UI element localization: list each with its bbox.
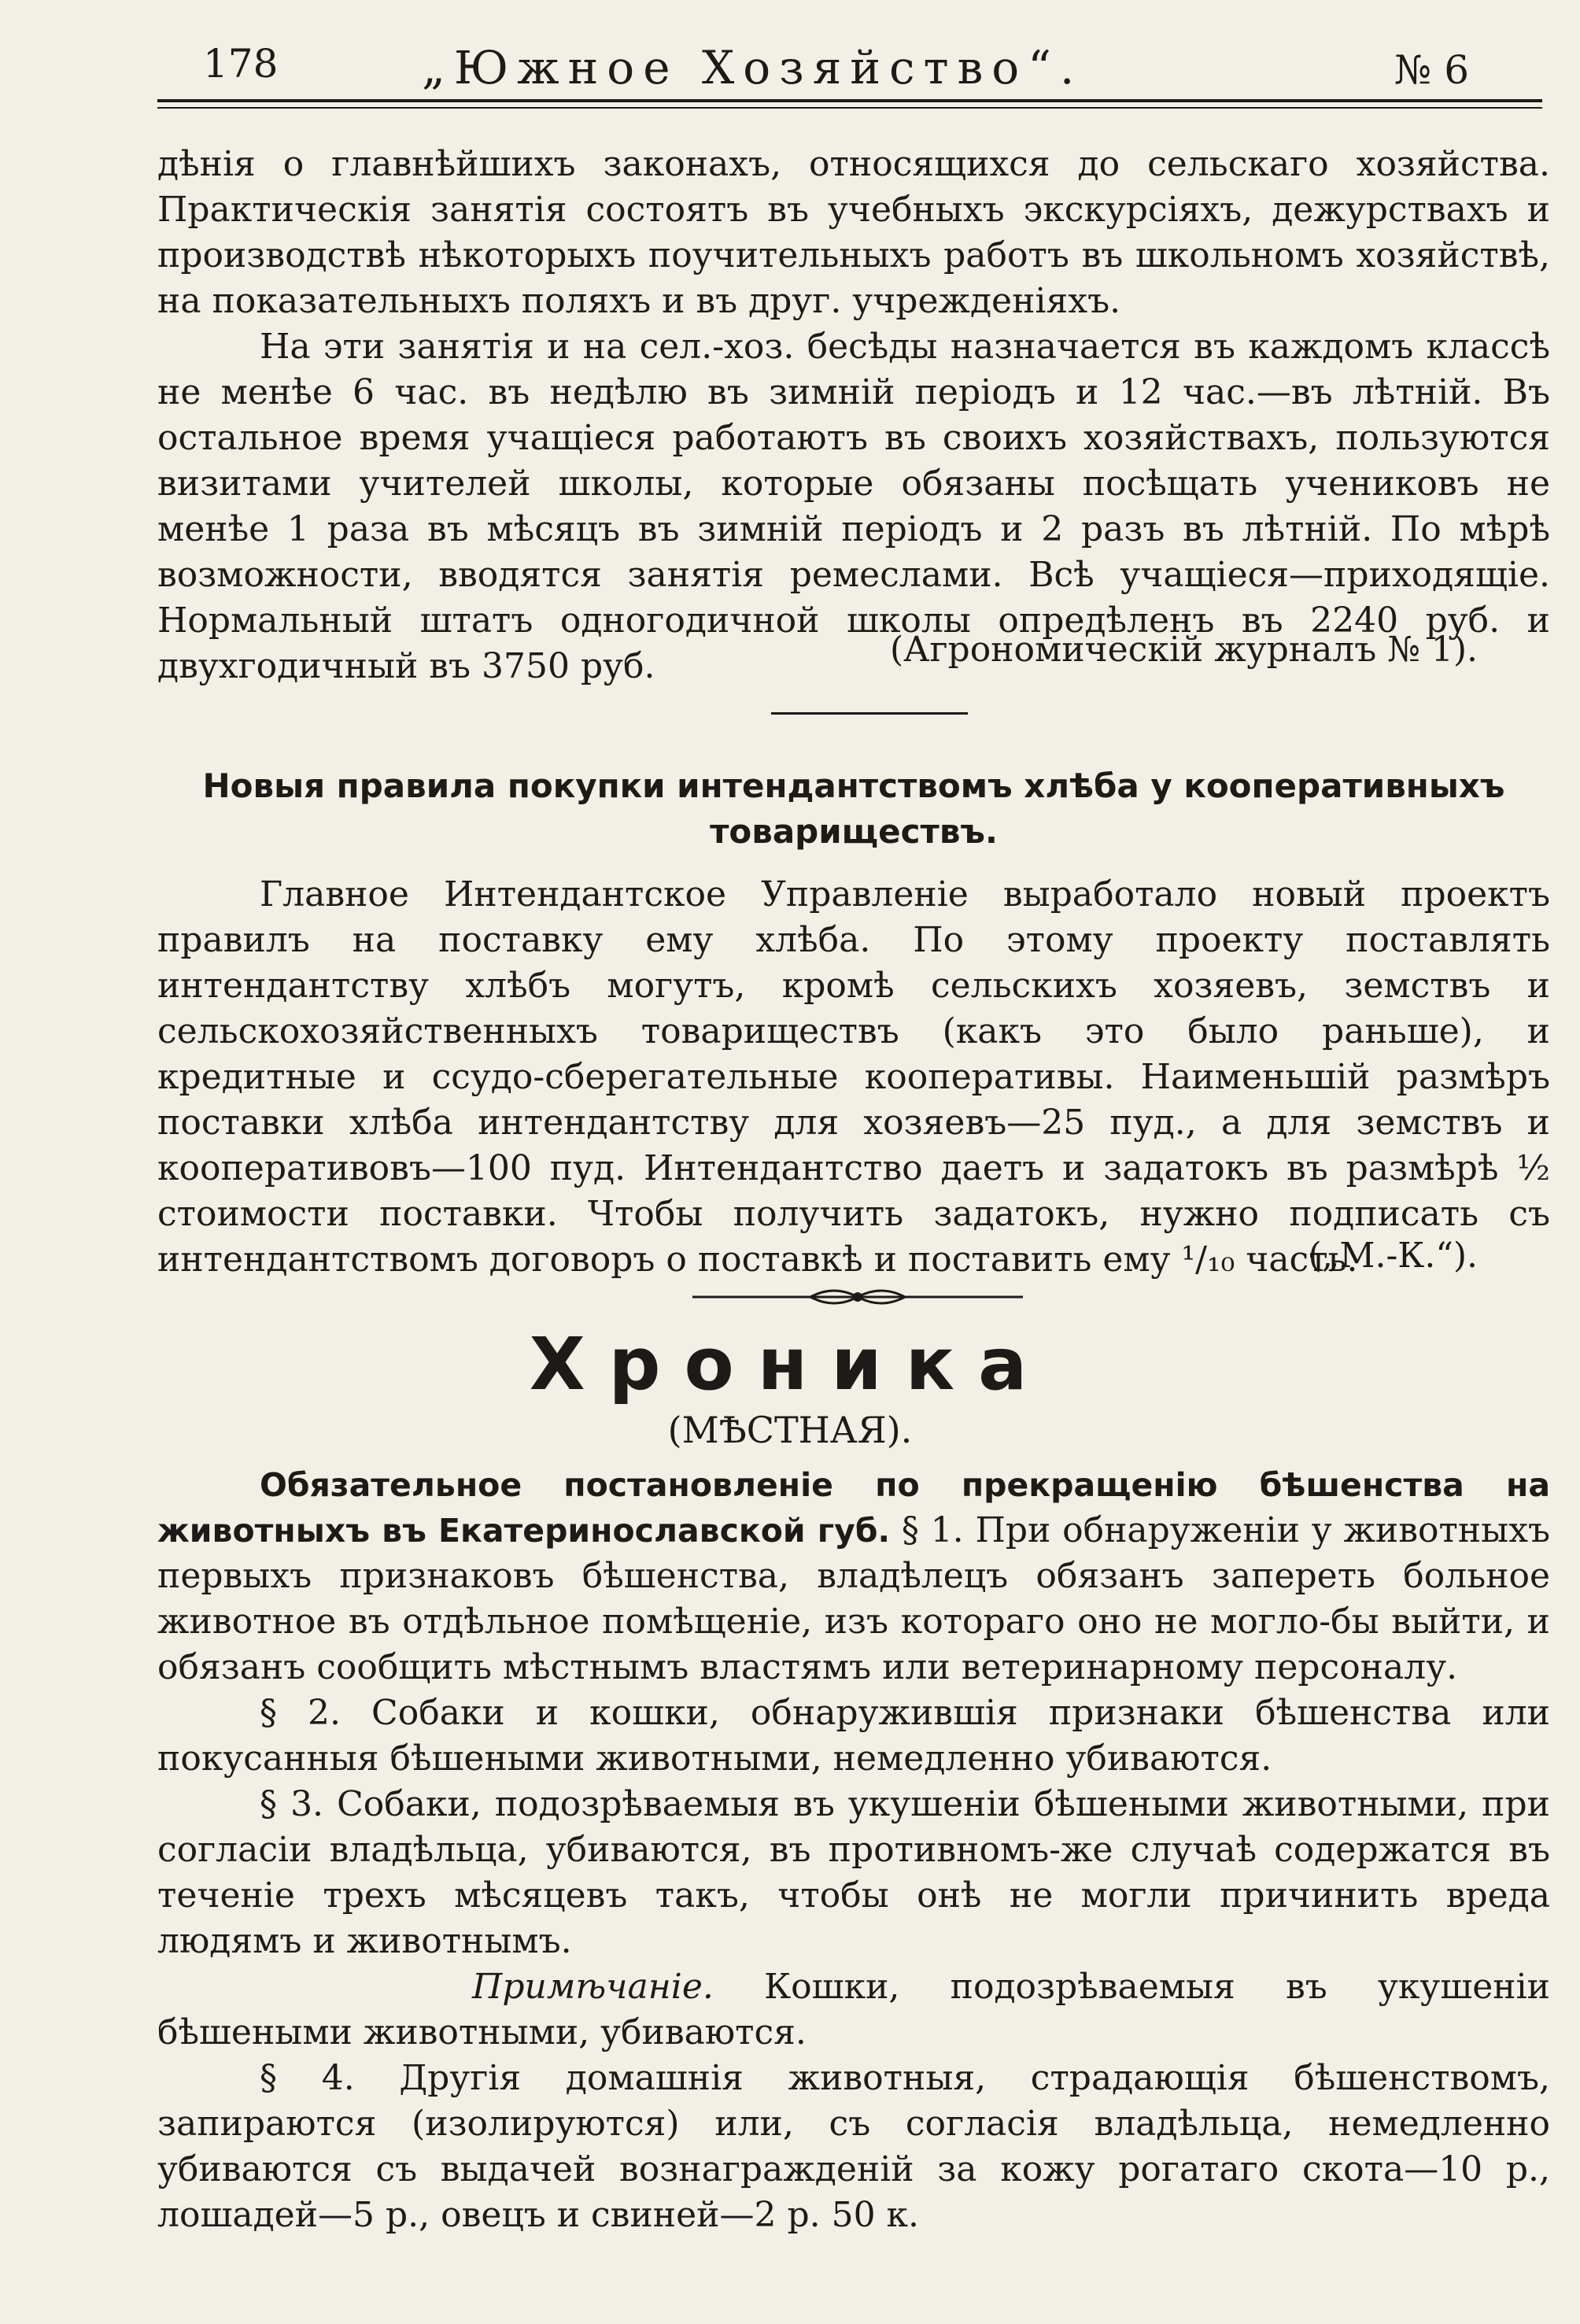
chronicle-text bbox=[157, 1462, 1550, 2238]
issue-number: № 6 bbox=[1394, 47, 1470, 93]
chronicle-lead: Обязательное постановленіе по прекращенію бѣшенства на животныхъ въ Екатеринославской губ. bbox=[157, 1466, 1550, 1550]
chronicle-section2: § 2. Собаки и кошки, обнаружившія признаки бѣшенства или покусанныя бѣшеными животными, немедленно убиваются. bbox=[157, 1693, 1550, 1779]
chronicle-section3: § 3. Собаки, подозрѣваемыя въ укушеніи бѣшеными животными, при согласіи владѣльца, убиваются, въ противномъ-же случаѣ содержатся въ теченіе трехъ мѣсяцевъ такъ, чтобы онѣ не могли причинить вреда людямъ и животнымъ. bbox=[157, 1784, 1550, 1961]
page-number: 178 bbox=[203, 41, 279, 87]
decorative-ornament bbox=[692, 1283, 1023, 1311]
chronicle-section1: § 1. При обнаруженіи у животныхъ первыхъ признаковъ бѣшенства, владѣлецъ обязанъ запереть больное животное въ отдѣльное помѣщеніе, изъ котораго оно не могло-бы выйти, и обязанъ сообщить мѣстнымъ властямъ или ветеринарному персоналу. bbox=[157, 1510, 1551, 1687]
page-header bbox=[157, 41, 1511, 104]
section1-paragraph1: дѣнія о главнѣйшихъ законахъ, относящихся до сельскаго хозяйства. Практическія занятія состоятъ въ учебныхъ экскурсіяхъ, дежурствахъ и производствѣ нѣкоторыхъ поучительныхъ работъ въ школьномъ хозяйствѣ, на показательныхъ поляхъ и въ друг. учрежденіяхъ. bbox=[157, 144, 1550, 321]
note-text: Кошки, подозрѣваемыя въ укушеніи бѣшеными животными, убиваются. bbox=[157, 1967, 1550, 2052]
section-divider bbox=[771, 712, 968, 715]
note-label: Примѣчаніе. bbox=[472, 1967, 714, 2007]
chronicle-note bbox=[157, 1964, 1550, 2056]
section2-body: Главное Интендантское Управленіе выработало новый проектъ правилъ на поставку ему хлѣба. По этому проекту поставлять интендантству хлѣбъ могутъ, кромѣ сельскихъ хозяевъ, земствъ и сельскохозяйственныхъ товариществъ (какъ это было раньше), и кредитные и ссудо-сберегательные кооперативы. Наименьшій размѣръ поставки хлѣба интендантству для хозяевъ—25 пуд., а для земствъ и кооперативовъ—100 пуд. Интендантство даетъ и задатокъ въ размѣрѣ ½ стоимости поставки. Чтобы получить задатокъ, нужно подписать съ интендантствомъ договоръ о поставкѣ и поставить ему ¹/₁₀ часть. bbox=[157, 874, 1550, 1280]
section1-source: (Агрономическій журналъ № 1). bbox=[889, 630, 1478, 670]
section2-source: („М.-К.“). bbox=[1308, 1236, 1478, 1276]
chronicle-title: Хроника bbox=[529, 1322, 1051, 1406]
chronicle-subtitle: (МѢСТНАЯ). bbox=[667, 1409, 913, 1451]
header-rule-top bbox=[157, 99, 1542, 102]
section1-paragraph2: На эти занятія и на сел.-хоз. бесѣды назначается въ каждомъ классѣ не менѣе 6 час. въ недѣлю въ зимній періодъ и 12 час.—въ лѣтній. Въ остальное время учащіеся работаютъ въ своихъ хозяйствахъ, пользуются визитами учителей школы, которые обязаны посѣщать учениковъ не менѣе 1 раза въ мѣсяцъ въ зимній періодъ и 2 разъ въ лѣтній. По мѣрѣ возможности, вводятся занятія ремеслами. Всѣ учащіеся—приходящіе. Нормальный штатъ одногодичной школы опредѣленъ въ 2240 руб. и двухгодичный въ 3750 руб. bbox=[157, 327, 1550, 686]
chronicle-section4: § 4. Другія домашнія животныя, страдающія бѣшенствомъ, запираются (изолируются) или, съ согласія владѣльца, немедленно убиваются съ выдачей вознагражденій за кожу рогатаго скота—10 р., лошадей—5 р., овецъ и свиней—2 р. 50 к. bbox=[157, 2058, 1550, 2235]
header-rule-bottom bbox=[157, 107, 1542, 109]
section1-text bbox=[157, 142, 1550, 689]
section2-heading: Новыя правила покупки интендантствомъ хлѣба у кооперативныхъ товариществъ. bbox=[202, 767, 1505, 851]
chronicle-paragraph1 bbox=[157, 1462, 1550, 1690]
section2-text bbox=[157, 872, 1550, 1283]
journal-title: „Южное Хозяйство“. bbox=[422, 41, 1083, 94]
